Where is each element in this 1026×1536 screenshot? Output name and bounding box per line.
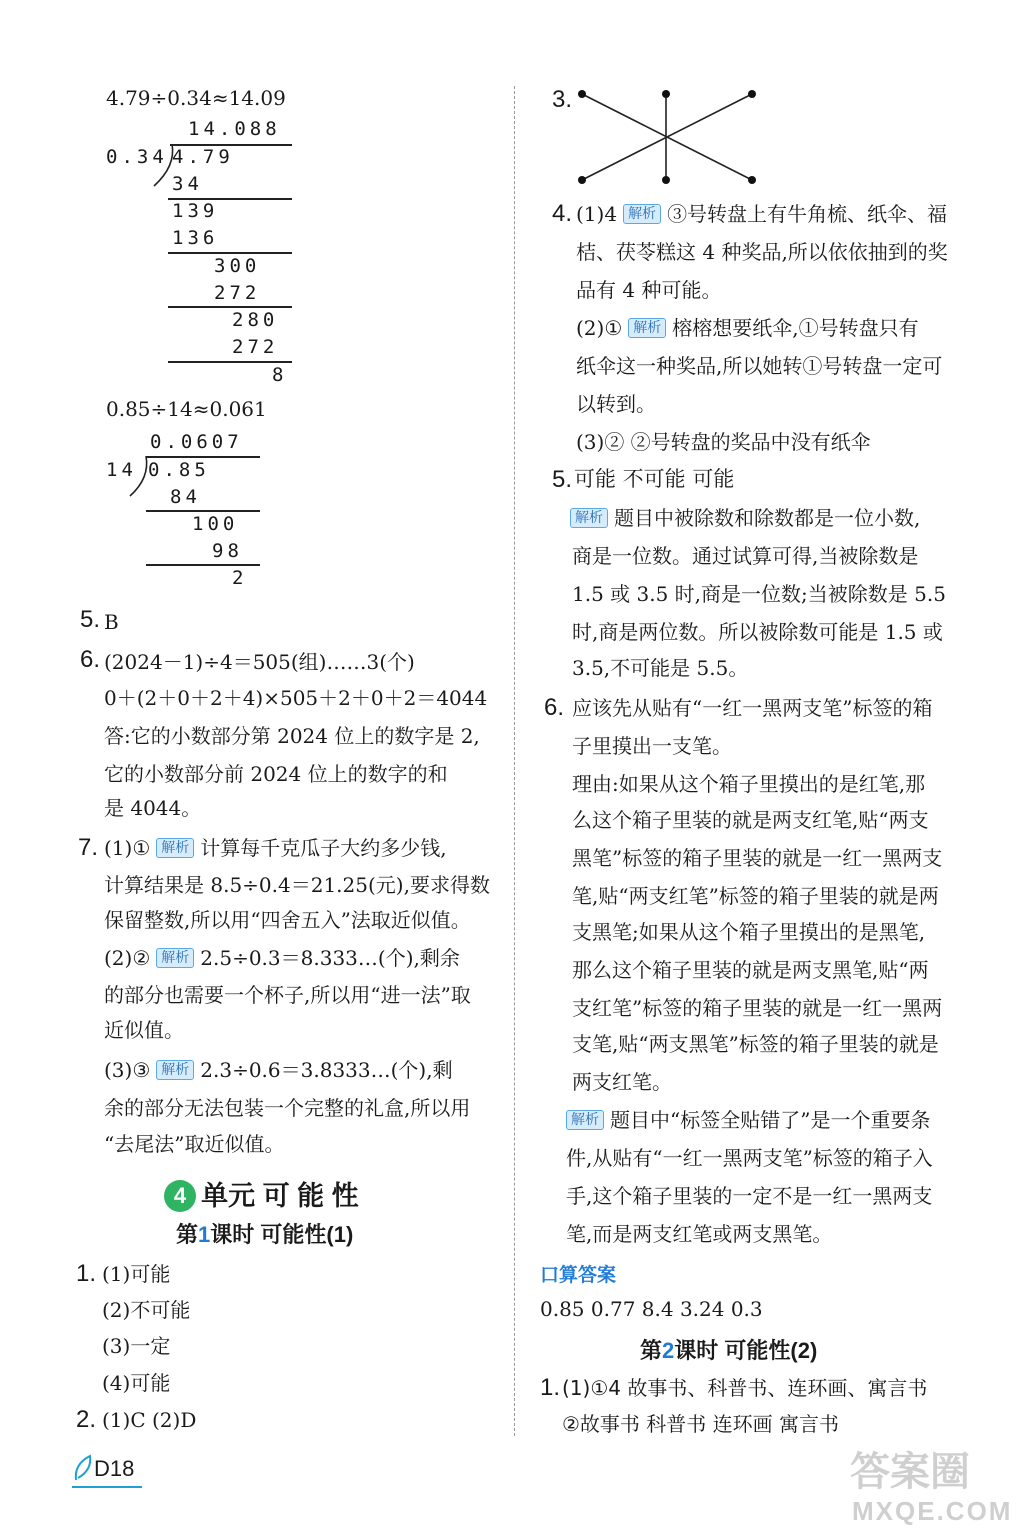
q1-item: (1)可能 (102, 1262, 171, 1286)
q3-dot (662, 90, 670, 98)
calc2-divisor: 14 (106, 459, 137, 481)
q7-part3-text: 2.3÷0.6＝3.8333…(个),剩 (200, 1058, 453, 1082)
question-number: 6. (544, 694, 565, 721)
q5-analysis-text: 题目中被除数和除数都是一位小数, (614, 506, 921, 530)
q3-dot (578, 176, 586, 184)
calc1-step: 300 (214, 255, 261, 277)
analysis-tag: 解析 (570, 508, 608, 528)
lesson-number: 2 (662, 1338, 675, 1363)
q6-line: 么这个箱子里装的就是两支红笔,贴“两支 (572, 808, 929, 832)
calc1-divisor: 0.34 (106, 146, 168, 168)
lesson-prefix: 第 (640, 1338, 663, 1363)
calc1-rule (168, 252, 292, 254)
calc2-step: 2 (232, 567, 248, 589)
question-number: 7. (78, 834, 99, 861)
lesson-prefix: 第 (176, 1222, 199, 1247)
q3-dot (748, 90, 756, 98)
calc2-step: 100 (192, 513, 239, 535)
calc1-step: 8 (272, 364, 288, 386)
calc2-rule (146, 564, 260, 566)
leaf-icon (72, 1454, 94, 1482)
question-number: 4. (552, 200, 573, 227)
page-number-block (72, 1454, 134, 1482)
q6-line: 是 4044。 (104, 796, 202, 820)
q1-item: (3)一定 (102, 1334, 171, 1358)
q4-line: 桔、茯苓糕这 4 种奖品,所以依依抽到的奖 (576, 240, 948, 264)
unit-badge: 4 (164, 1180, 196, 1212)
mental-math-title: 口算答案 (540, 1265, 617, 1286)
q3-dot (578, 90, 586, 98)
l2-q1-line: (1)①4 故事书、科普书、连环画、寓言书 (562, 1376, 928, 1400)
q6-analysis-first (566, 1108, 930, 1133)
question-number: 3. (552, 86, 573, 113)
q7-line: 保留整数,所以用“四舍五入”法取近似值。 (104, 908, 471, 932)
analysis-tag: 解析 (156, 1060, 194, 1080)
calc1-step: 34 (172, 173, 203, 195)
q2-answer: (1)C (2)D (102, 1408, 197, 1432)
mental-math-answers: 0.85 0.77 8.4 3.24 0.3 (540, 1297, 763, 1321)
q6-analysis-line: 手,这个箱子里装的一定不是一红一黑两支 (566, 1184, 933, 1208)
q6-line: (2024－1)÷4＝505(组)……3(个) (104, 650, 415, 674)
q6-line: 那么这个箱子里装的就是两支黑笔,贴“两 (572, 958, 929, 982)
l2-q1-line: ②故事书 科普书 连环画 寓言书 (562, 1412, 840, 1436)
q4-part1-first (576, 202, 947, 227)
unit-heading (164, 1174, 359, 1213)
calc1-quotient: 14.088 (188, 118, 281, 140)
q6-line: 它的小数部分前 2024 位上的数字的和 (104, 762, 448, 786)
q7-part2-first (104, 946, 460, 971)
calc1-step: 280 (232, 309, 279, 331)
q7-part2-prefix: (2)② (104, 946, 151, 970)
q7-part1-text: 计算每千克瓜子大约多少钱, (200, 836, 447, 860)
calc2-step: 98 (212, 540, 243, 562)
calc1-step: 272 (214, 282, 261, 304)
q1-item: (2)不可能 (102, 1298, 191, 1322)
q7-line: 计算结果是 8.5÷0.4＝21.25(元),要求得数 (104, 873, 490, 897)
q5-line: 3.5,不可能是 5.5。 (572, 656, 749, 680)
lesson-title: 课时 可能性(2) (674, 1338, 818, 1363)
lesson2-heading (640, 1334, 817, 1365)
q6-line: 支黑笔;如果从这个箱子里摸出的是黑笔, (572, 920, 926, 944)
calc1-rule (168, 306, 292, 308)
question-number: 1. (76, 1260, 97, 1287)
watermark-url: MXQE.COM (852, 1496, 1013, 1526)
question-number: 5. (552, 466, 573, 493)
question-number: 1. (540, 1374, 561, 1401)
analysis-tag: 解析 (566, 1110, 604, 1130)
analysis-tag: 解析 (623, 204, 661, 224)
calc2-bar (146, 456, 260, 458)
q5-answer: 可能 不可能 可能 (574, 467, 735, 491)
q7-line: 余的部分无法包装一个完整的礼盒,所以用 (104, 1096, 471, 1120)
q4-part2-prefix: (2)① (576, 316, 623, 340)
q4-part3: (3)② ②号转盘的奖品中没有纸伞 (576, 430, 871, 454)
q6-line: 0＋(2＋0＋2＋4)×505＋2＋0＋2＝4044 (104, 686, 488, 710)
q3-line-diagram (570, 84, 770, 188)
lesson1-heading (176, 1218, 353, 1249)
q6-line: 两支红笔。 (572, 1070, 672, 1094)
calc1-equation: 4.79÷0.34≈14.09 (106, 86, 286, 110)
calc1-dividend: 4.79 (172, 146, 234, 168)
calc1-rule (168, 361, 292, 363)
q6-line: 支红笔”标签的箱子里装的就是一红一黑两 (572, 996, 943, 1020)
q6-line: 笔,贴“两支红笔”标签的箱子里装的就是两 (572, 884, 939, 908)
q7-part3-first (104, 1058, 453, 1083)
q4-part1-text: ③号转盘上有牛角梳、纸伞、福 (667, 202, 948, 226)
calc2-step: 84 (170, 486, 201, 508)
q4-part2-text: 榕榕想要纸伞,①号转盘只有 (672, 316, 919, 340)
q4-line: 以转到。 (576, 392, 656, 416)
q3-dot (662, 176, 670, 184)
question-number: 2. (76, 1406, 97, 1433)
q7-part3-prefix: (3)③ (104, 1058, 151, 1082)
q5-analysis-first (570, 506, 920, 531)
calc1-step: 139 (172, 200, 219, 222)
q6-line: 支笔,贴“两支黑笔”标签的箱子里装的就是 (572, 1032, 939, 1056)
calc1-step: 136 (172, 227, 219, 249)
watermark-logo: 答案圈 (850, 1450, 970, 1494)
page-number: D18 (94, 1456, 135, 1481)
q4-line: 品有 4 种可能。 (576, 278, 722, 302)
calc2-equation: 0.85÷14≈0.061 (106, 397, 267, 421)
lesson-number: 1 (198, 1222, 211, 1247)
q3-dot (748, 176, 756, 184)
analysis-tag: 解析 (628, 318, 666, 338)
q7-line: “去尾法”取近似值。 (104, 1132, 285, 1156)
q4-line: 纸伞这一种奖品,所以她转①号转盘一定可 (576, 354, 943, 378)
q6-analysis-line: 笔,而是两支红笔或两支黑笔。 (566, 1222, 833, 1246)
q5-line: 商是一位数。通过试算可得,当被除数是 (572, 544, 919, 568)
q5-line: 1.5 或 3.5 时,商是一位数;当被除数是 5.5 (572, 582, 946, 606)
q6-analysis-line: 件,从贴有“一红一黑两支笔”标签的箱子入 (566, 1146, 933, 1170)
q7-line: 的部分也需要一个杯子,所以用“进一法”取 (104, 983, 471, 1007)
q7-part2-text: 2.5÷0.3＝8.333…(个),剩余 (200, 946, 460, 970)
q6-line: 答:它的小数部分第 2024 位上的数字是 2, (104, 724, 480, 748)
q7-line: 近似值。 (104, 1018, 184, 1042)
q7-part1-first (104, 836, 447, 861)
q4-part1-prefix: (1)4 (576, 202, 618, 226)
q6-line: 子里摸出一支笔。 (572, 734, 732, 758)
calc1-step: 272 (232, 336, 279, 358)
analysis-tag: 解析 (156, 838, 194, 858)
q5-answer: B (104, 610, 119, 634)
q4-part2-first (576, 316, 919, 341)
analysis-tag: 解析 (156, 948, 194, 968)
q6-line: 应该先从贴有“一红一黑两支笔”标签的箱 (572, 696, 933, 720)
q6-analysis-text: 题目中“标签全贴错了”是一个重要条 (610, 1108, 931, 1132)
calc2-quotient: 0.0607 (150, 431, 243, 453)
q1-item: (4)可能 (102, 1371, 171, 1395)
lesson-title: 课时 可能性(1) (210, 1222, 354, 1247)
question-number: 6. (80, 646, 101, 673)
q6-line: 黑笔”标签的箱子里装的就是一红一黑两支 (572, 846, 943, 870)
question-number: 5. (80, 606, 101, 633)
q7-part1-prefix: (1)① (104, 836, 151, 860)
q5-line: 时,商是两位数。所以被除数可能是 1.5 或 (572, 620, 943, 644)
page-number-underline (72, 1486, 142, 1488)
calc2-rule (146, 510, 260, 512)
calc2-dividend: 0.85 (148, 459, 210, 481)
unit-title: 单元 可 能 性 (201, 1181, 359, 1211)
q6-line: 理由:如果从这个箱子里摸出的是红笔,那 (572, 772, 926, 796)
column-divider (514, 86, 515, 1436)
